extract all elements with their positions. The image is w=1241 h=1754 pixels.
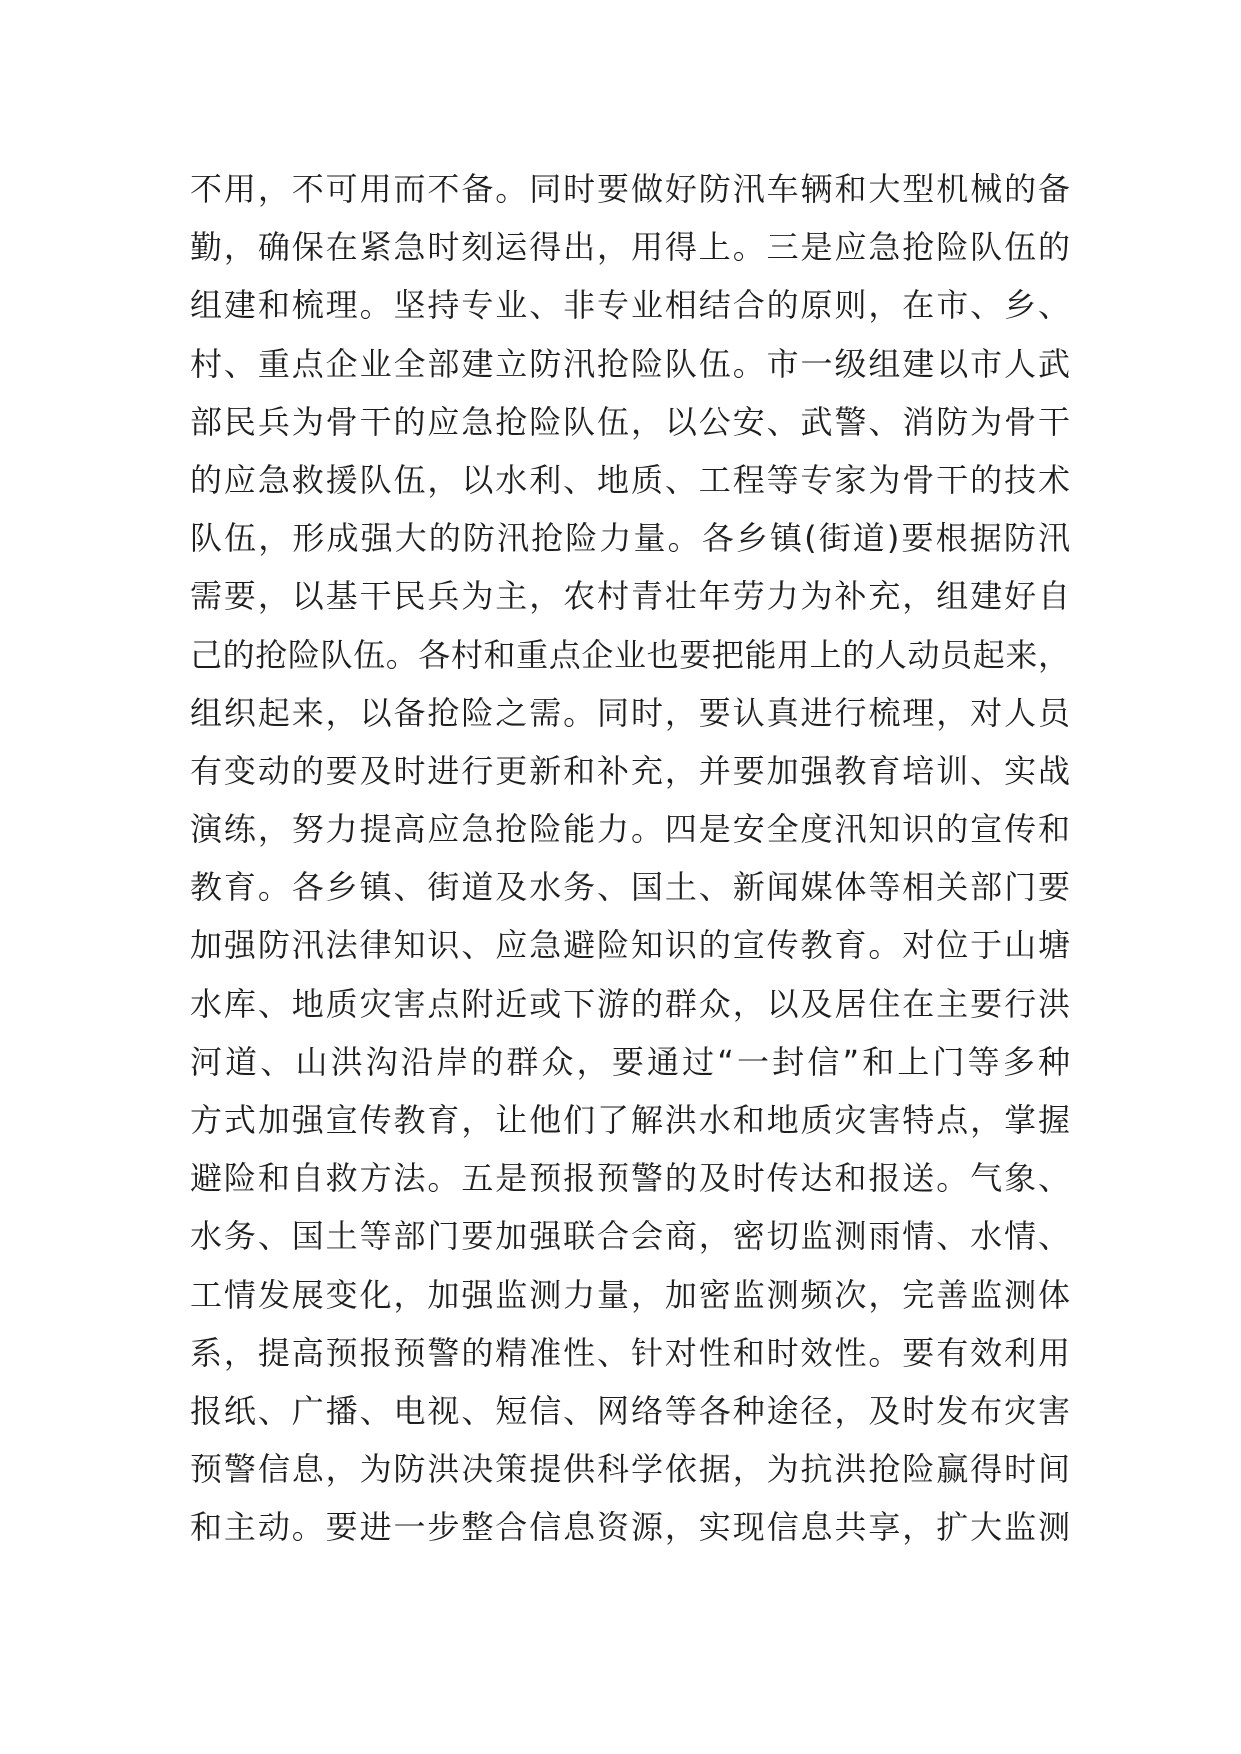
text-line: 队伍，形成强大的防汛抢险力量。各乡镇(街道)要根据防汛 [190, 519, 1070, 558]
text-line: 需要，以基干民兵为主，农村青壮年劳力为补充，组建好自 [190, 577, 1070, 616]
text-line: 河道、山洪沟沿岸的群众，要通过“一封信”和上门等多种 [190, 1042, 1070, 1081]
text-line: 村、重点企业全部建立防汛抢险队伍。市一级组建以市人武 [190, 344, 1070, 383]
text-line: 水库、地质灾害点附近或下游的群众，以及居住在主要行洪 [190, 984, 1070, 1023]
text-line: 不用，不可用而不备。同时要做好防汛车辆和大型机械的备 [190, 170, 1070, 208]
text-line: 有变动的要及时进行更新和补充，并要加强教育培训、实战 [190, 751, 1070, 790]
text-line: 报纸、广播、电视、短信、网络等各种途径，及时发布灾害 [190, 1391, 1070, 1430]
text-line: 演练，努力提高应急抢险能力。四是安全度汛知识的宣传和 [190, 810, 1070, 849]
text-line: 工情发展变化，加强监测力量，加密监测频次，完善监测体 [190, 1275, 1070, 1314]
text-line: 教育。各乡镇、街道及水务、国土、新闻媒体等相关部门要 [190, 868, 1070, 907]
text-line: 组建和梳理。坚持专业、非专业相结合的原则，在市、乡、 [190, 286, 1070, 325]
body-text [190, 160, 1070, 1557]
text-line: 的应急救援队伍，以水利、地质、工程等专家为骨干的技术 [190, 460, 1070, 499]
text-line: 水务、国土等部门要加强联合会商，密切监测雨情、水情、 [190, 1217, 1070, 1256]
text-line: 组织起来，以备抢险之需。同时，要认真进行梳理，对人员 [190, 693, 1070, 732]
text-line: 避险和自救方法。五是预报预警的及时传达和报送。气象、 [190, 1159, 1070, 1198]
text-line: 和主动。要进一步整合信息资源，实现信息共享，扩大监测 [190, 1508, 1070, 1547]
text-line: 预警信息，为防洪决策提供科学依据，为抗洪抢险赢得时间 [190, 1450, 1070, 1489]
text-line: 部民兵为骨干的应急抢险队伍，以公安、武警、消防为骨干 [190, 402, 1070, 441]
text-line: 勤，确保在紧急时刻运得出，用得上。三是应急抢险队伍的 [190, 228, 1070, 267]
text-line: 己的抢险队伍。各村和重点企业也要把能用上的人动员起来， [190, 635, 1070, 674]
text-line: 方式加强宣传教育，让他们了解洪水和地质灾害特点，掌握 [190, 1101, 1070, 1139]
text-line: 加强防汛法律知识、应急避险知识的宣传教育。对位于山塘 [190, 926, 1070, 965]
text-line: 系，提高预报预警的精准性、针对性和时效性。要有效利用 [190, 1333, 1070, 1372]
